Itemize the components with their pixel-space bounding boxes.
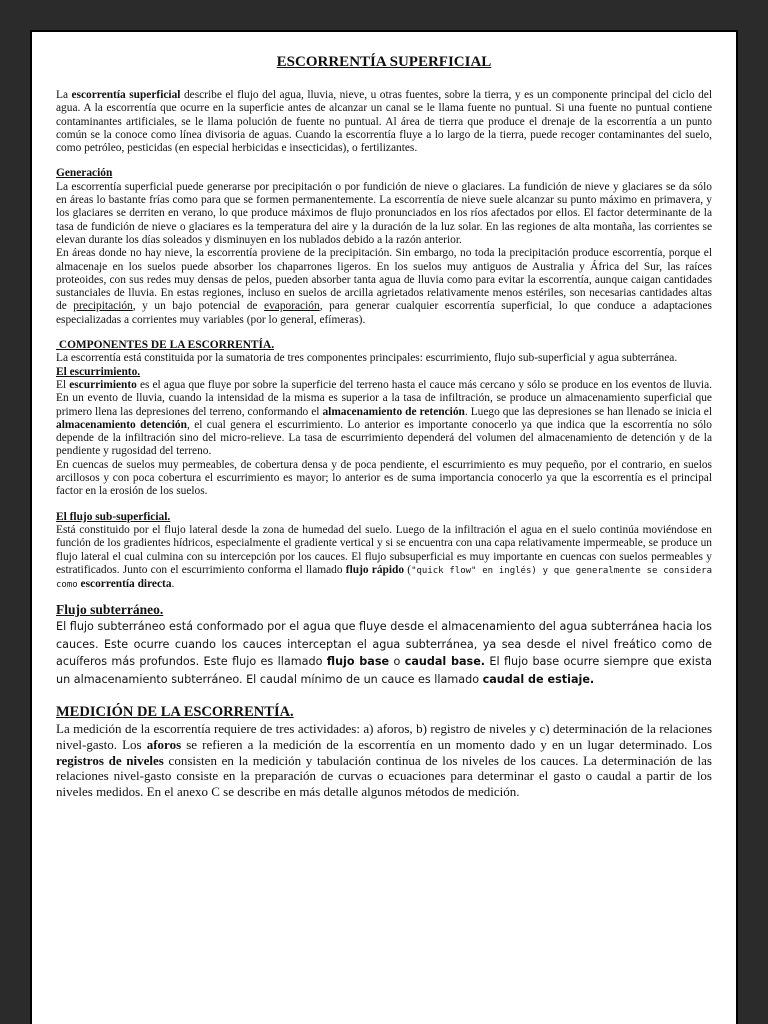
intro-bold-term: escorrentía superficial [71, 89, 181, 101]
intro-paragraph [56, 89, 712, 155]
sub-text-2: ( [404, 563, 412, 576]
subterraneo-heading: Flujo subterráneo. [56, 602, 164, 618]
sub-bold-2: escorrentía directa [80, 578, 172, 591]
sub-text-4: . [171, 578, 175, 591]
spacer [56, 592, 712, 602]
generacion-paragraph-1: La escorrentía superficial puede generarse por precipitación o por fundición de nieve o glaciares. La fundición de nieve y glaciares se da sólo en áreas lo bastante frías como para que se formen permanentemente. La escorrentía de nieve suele alcanzar su punto máximo en primavera, y los glaciares se derriten en verano, lo que produce máximos de flujo pronunciados en los ríos afectados por ellos. El factor determinante de la tasa de fundición de nieve o glaciares es la temperatura del aire y la duración de la luz solar. En las regiones de alta montaña, las corrientes se elevan durante los días soleados y disminuyen en los nublados debido a la razón anterior. [56, 180, 712, 246]
document-page [30, 30, 738, 1024]
intro-text-rest: describe el flujo del agua, lluvia, nieve, u otras fuentes, sobre la tierra, y es un componente principal del ciclo del agua. A la escorrentía que ocurre en la superficie antes de alcanzar un canal se le llama fuente no puntual. Si una fuente no puntual contiene contaminantes artificiales, se le llama polución de fuente no puntual. Al área de tierra que produce el drenaje de la escorrentía a un punto común se la conoce como línea divisoria de aguas. Cuando la escorrentía fluye a lo largo de la tierra, puede recoger contaminantes del suelo, como petróleo, pesticidas (en especial herbicidas e insecticidas), o fertilizantes. [56, 89, 712, 155]
subt-text-2: o [389, 655, 405, 669]
subt-text-1: El flujo subterráneo está conformado por el agua que fluye desde el almacenamiento del agua subterránea hacia los cauces. Este ocurre cuando los cauces interceptan el agua subterránea, ya sea desde el nivel freático como de acuíferos más profundos. Este flujo es llamado [56, 620, 712, 669]
med-bold-1: aforos [146, 736, 182, 752]
med-text-3: consisten en la medición y tabulación continua de los niveles de los cauces. La determinación de las relaciones nivel-gasto consiste en la preparación de curvas o ecuaciones para determinar el gasto o caudal a partir de los niveles medidos. En el anexo C se describe en más detalle algunos métodos de medición. [56, 752, 712, 799]
esc-text-2: es el agua que fluye por sobre la superficie del terreno hasta el cauce más cercano y sólo se produce en los eventos de lluvia. En un evento de lluvia, cuando la intensidad de la misma es superior a la tasa de infiltración, se produce un almacenamiento superficial que primero llena las depresiones del terreno, conformando el [56, 378, 712, 418]
gen-text-a: En áreas donde no hay nieve, la escorrentía proviene de la precipitación. Sin embargo, no toda la precipitación produce escorrentía, porque el almacenaje en los suelos puede absorber los chaparrones ligeros. En los suelos muy antiguos de Australia y África del Sur, las raíces proteoides, con sus redes muy densas de pelos, pueden absorber tanta agua de lluvia como para evitar la escorrentía, aunque caigan cantidades sustanciales de lluvia. En estas regiones, incluso en suelos de arcilla agrietados relativamente menos estériles, son necesarias cantidades altas de [56, 247, 712, 313]
componentes-heading: COMPONENTES DE LA ESCORRENTÍA. [56, 339, 275, 352]
gen-text-b: , y un bajo potencial de [132, 300, 265, 313]
spacer [56, 499, 712, 511]
subt-bold-1: flujo base [326, 655, 390, 669]
spacer [56, 327, 712, 339]
medicion-heading: MEDICIÓN DE LA ESCORRENTÍA. [56, 704, 294, 721]
subt-bold-2: caudal base. [404, 655, 486, 669]
esc-text-3: . Luego que las depresiones se han llenado se inicia el [464, 405, 712, 418]
subterraneo-paragraph [56, 618, 712, 688]
generacion-paragraph-2 [56, 247, 712, 327]
esc-text-1: El [56, 378, 70, 391]
spacer [56, 688, 712, 704]
esc-bold-1: escurrimiento [69, 378, 137, 391]
sub-text-1: Está constituido por el flujo lateral desde la zona de humedad del suelo. Luego de la infiltración el agua en el suelo continúa moviéndose en función de los gradientes hídricos, especialmente el gradiente vertical y si se encuentra con una capa relativamente impermeable, se produce un flujo lateral el cual culmina con su intercepción por los cauces. El flujo subsuperficial es muy importante en cuencas con suelos permeables y estratificados. Junto con el escurrimiento conforma el llamado [56, 523, 712, 576]
intro-text: La [56, 89, 72, 101]
precipitacion-link[interactable]: precipitación [73, 300, 133, 313]
escurrimiento-paragraph-2: En cuencas de suelos muy permeables, de cobertura densa y de poca pendiente, el escurrimiento es muy pequeño, por el contrario, en suelos arcillosos y con poca cobertura el escurrimiento es mayor; lo anterior es de suma importancia conocerlo ya que la escorrentía es el principal factor en la erosión de los suelos. [56, 458, 712, 498]
medicion-paragraph [56, 721, 712, 799]
esc-bold-2: almacenamiento de retención [322, 405, 465, 418]
spacer [56, 155, 712, 167]
gen-text-c: , para generar cualquier escorrentía superficial, lo que conduce a adaptaciones especializadas a corrientes muy variables (por lo general, efímeras). [56, 300, 712, 326]
subsuperficial-paragraph [56, 524, 712, 592]
escurrimiento-heading: El escurrimiento. [56, 365, 141, 378]
subsuperficial-heading: El flujo sub-superficial. [56, 510, 171, 523]
subt-text-3: El flujo base ocurre siempre que exista un almacenamiento subterráneo. El caudal mínimo de un cauce es llamado [56, 655, 712, 686]
generacion-heading: Generación [56, 167, 113, 180]
evaporacion-link[interactable]: evaporación [264, 300, 320, 313]
sub-bold-1: flujo rápido [345, 563, 405, 576]
subt-bold-3: caudal de estiaje. [482, 672, 595, 686]
esc-bold-3: almacenamiento detención [56, 418, 187, 431]
med-text-2: se refieren a la medición de la escorrentía en un momento dado y en un lugar determinado. Los [181, 736, 713, 752]
esc-text-4: , el cual genera el escurrimiento. Lo anterior es importante conocerlo ya que indica que la escorrentía no sólo depende de la infiltración sino del micro-relieve. La tasa de escurrimiento dependerá del volumen del almacenamiento de detención y de la pendiente y rugosidad del terreno. [56, 418, 713, 458]
document-body [56, 54, 712, 799]
componentes-paragraph: La escorrentía está constituida por la sumatoria de tres componentes principales: escurrimiento, flujo sub-superficial y agua subterránea. [56, 352, 678, 365]
escurrimiento-paragraph-1 [56, 379, 712, 459]
document-title: ESCORRENTÍA SUPERFICIAL [276, 54, 492, 70]
med-text-1: La medición de la escorrentía requiere de tres actividades: a) aforos, b) registro de niveles y c) determinación de la relaciones nivel-gasto. Los [56, 721, 712, 752]
sub-mono-text: "quick flow" en inglés) y que generalmente se considera como [56, 565, 712, 591]
med-bold-2: registros de niveles [56, 752, 164, 768]
